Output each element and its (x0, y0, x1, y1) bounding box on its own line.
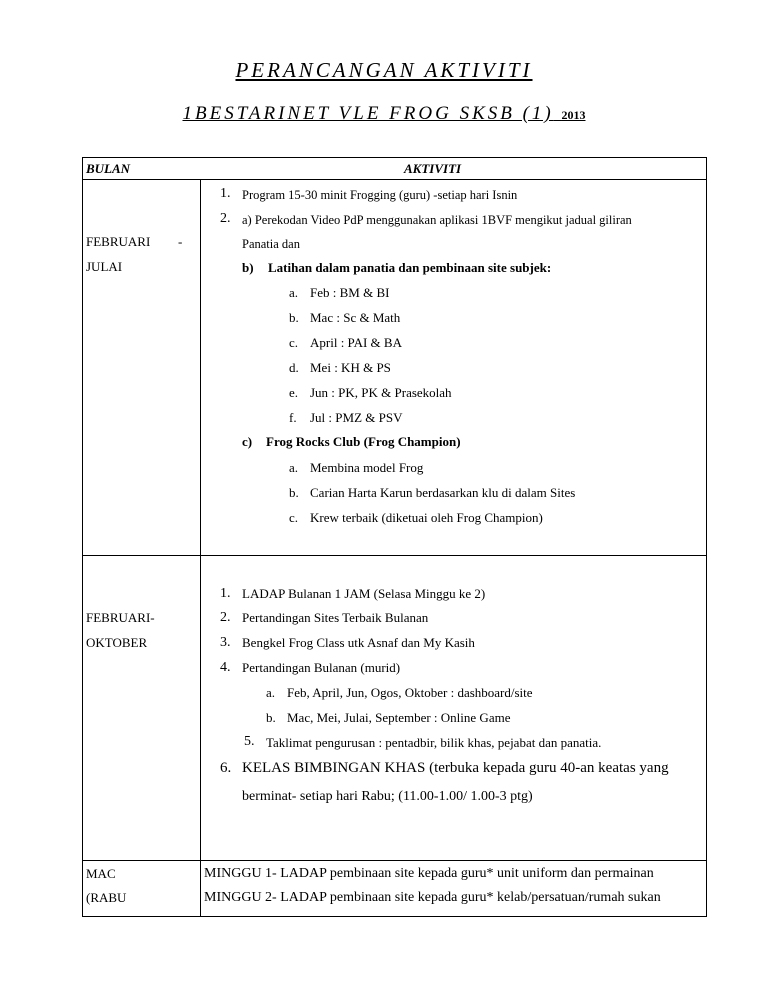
row2-sub4-letter-b: b. (266, 710, 276, 725)
row1-c-item-b: Carian Harta Karun berdasarkan klu di dalam Sites (310, 485, 576, 500)
document-subtitle (0, 103, 768, 125)
row1-divider (82, 555, 707, 556)
row3-month-b: (RABU (86, 890, 127, 905)
row1-c-letter-a: a. (289, 460, 299, 475)
row1-item2a: a) Perekodan Video PdP menggunakan aplikasi 1BVF mengikut jadual giliran (242, 213, 632, 227)
row1-b-item-c: April : PAI & BA (310, 335, 402, 350)
row2-item3-number: 3. (220, 635, 231, 650)
row2-sub4-item-b: Mac, Mei, Julai, September : Online Game (287, 710, 511, 725)
row1-b-letter-f: f. (289, 410, 297, 425)
subtitle-year: 2013 (561, 108, 586, 122)
row1-item1-number: 1. (220, 186, 231, 201)
row2-item4: Pertandingan Bulanan (murid) (242, 660, 401, 675)
row1-c-text: Frog Rocks Club (Frog Champion) (266, 434, 461, 449)
row2-item5: Taklimat pengurusan : pentadbir, bilik khas, pejabat dan panatia. (266, 735, 602, 750)
row1-b-item-a: Feb : BM & BI (310, 285, 390, 300)
row2-item4-number: 4. (220, 660, 231, 675)
row1-c-item-a: Membina model Frog (310, 460, 424, 475)
row2-sub4-letter-a: a. (266, 685, 276, 700)
row1-b-item-d: Mei : KH & PS (310, 360, 391, 375)
row2-month-b: OKTOBER (86, 635, 148, 650)
row2-month-a: FEBRUARI- (86, 610, 155, 625)
row1-c-item-c: Krew terbaik (diketuai oleh Frog Champion) (310, 510, 543, 525)
row1-c-letter-b: b. (289, 485, 299, 500)
row1-b-letter-b: b. (289, 310, 299, 325)
row2-item2-number: 2. (220, 610, 231, 625)
row2-item2: Pertandingan Sites Terbaik Bulanan (242, 610, 429, 625)
row3-month-a: MAC (86, 866, 116, 881)
row1-b-letter-c: c. (289, 335, 299, 350)
column-divider (200, 179, 201, 917)
row1-month-b: JULAI (86, 259, 123, 274)
row1-item2-number: 2. (220, 211, 231, 226)
row1-dash: - (178, 234, 183, 249)
row2-item3: Bengkel Frog Class utk Asnaf dan My Kasih (242, 635, 475, 650)
row1-c-letter-c: c. (289, 510, 299, 525)
document-title: PERANCANGAN AKTIVITI (235, 58, 533, 82)
header-divider (82, 179, 707, 180)
row2-divider (82, 860, 707, 861)
row1-b-letter-a: a. (289, 285, 299, 300)
row1-c-label: c) (242, 434, 253, 449)
row1-b-label: b) (242, 260, 254, 275)
row2-item6-number: 6. (220, 760, 232, 776)
row1-b-letter-d: d. (289, 360, 299, 375)
row1-b-item-e: Jun : PK, PK & Prasekolah (310, 385, 452, 400)
row2-item6: KELAS BIMBINGAN KHAS (terbuka kepada guru 40-an keatas yang (242, 760, 669, 776)
row1-b-item-b: Mac : Sc & Math (310, 310, 401, 325)
subtitle-text: 1BESTARINET VLE FROG SKSB (1) (182, 103, 554, 124)
row1-item1: Program 15-30 minit Frogging (guru) -setiap hari Isnin (242, 188, 518, 202)
row1-b-text: Latihan dalam panatia dan pembinaan site subjek: (268, 260, 552, 275)
row3-line2: MINGGU 2- LADAP pembinaan site kepada guru* kelab/persatuan/rumah sukan (204, 890, 661, 905)
row2-sub4-item-a: Feb, April, Jun, Ogos, Oktober : dashboard/site (287, 685, 533, 700)
row1-month-a: FEBRUARI (86, 234, 151, 249)
row1-b-item-f: Jul : PMZ & PSV (310, 410, 403, 425)
header-bulan: BULAN (86, 161, 131, 176)
row2-item6-cont: berminat- setiap hari Rabu; (11.00-1.00/ 1.00-3 ptg) (242, 789, 533, 804)
row2-item1: LADAP Bulanan 1 JAM (Selasa Minggu ke 2) (242, 586, 486, 601)
row1-item2a-cont: Panatia dan (242, 237, 300, 251)
header-aktiviti: AKTIVITI (404, 161, 462, 176)
row3-line1: MINGGU 1- LADAP pembinaan site kepada guru* unit uniform dan permainan (204, 866, 654, 881)
row2-item5-number: 5. (244, 734, 255, 749)
row2-item1-number: 1. (220, 586, 231, 601)
row1-b-letter-e: e. (289, 385, 299, 400)
